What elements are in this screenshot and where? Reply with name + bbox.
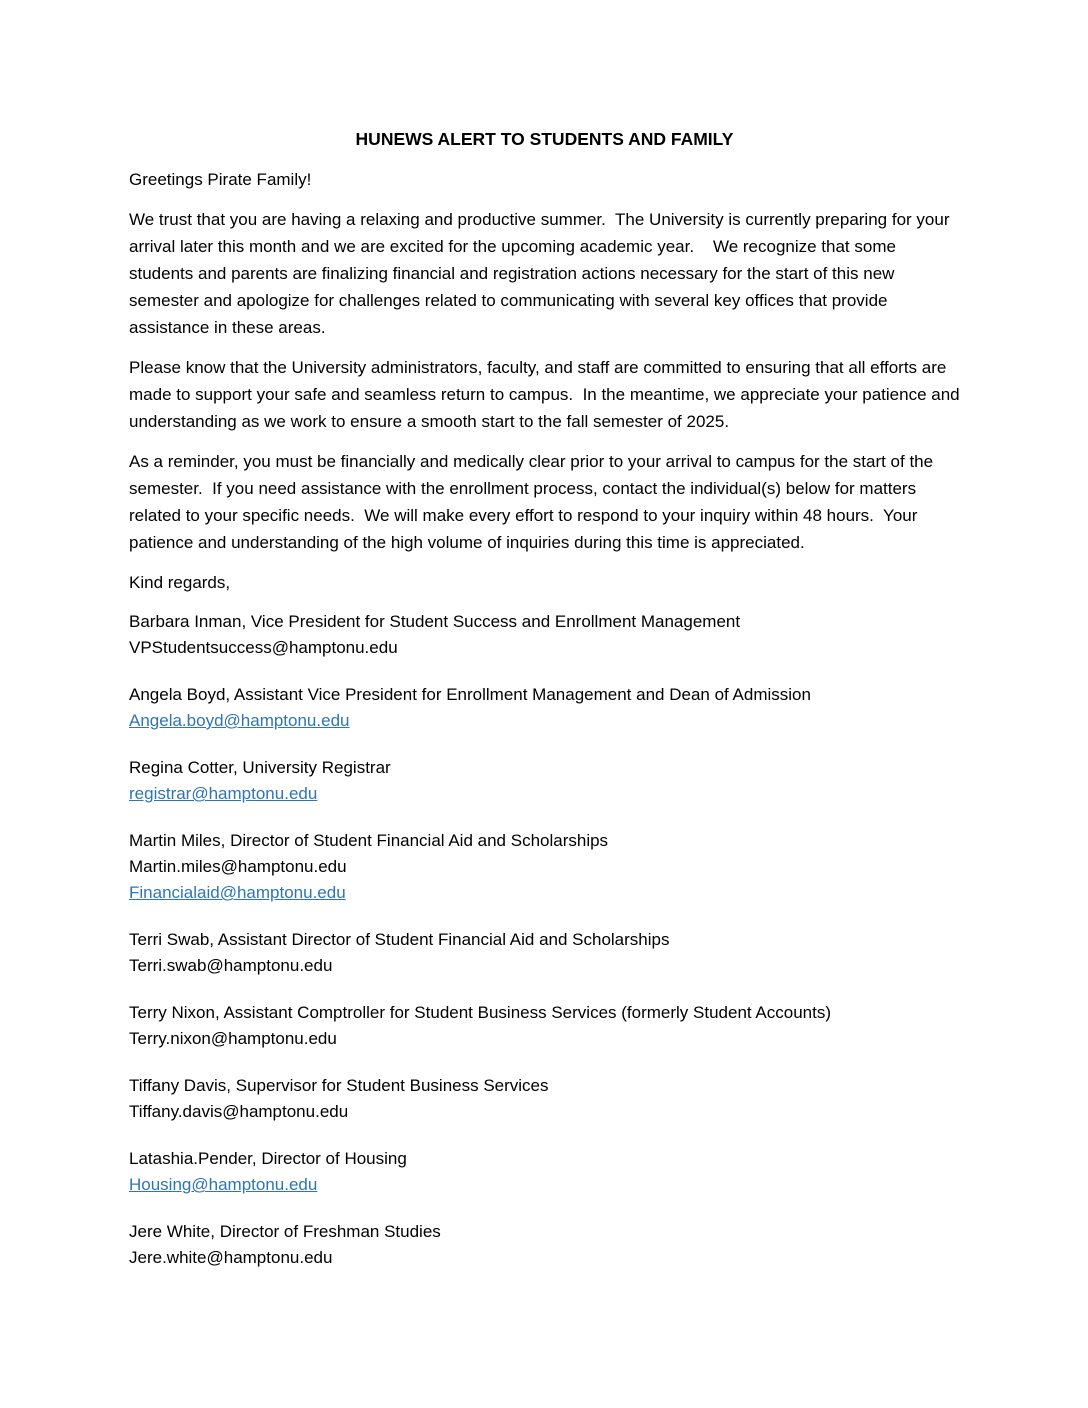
contact-email-line bbox=[129, 635, 960, 661]
contact-email-line bbox=[129, 1026, 960, 1052]
contact-block bbox=[129, 682, 960, 734]
contact-name: Angela Boyd, Assistant Vice President for Enrollment Management and Dean of Admission bbox=[129, 685, 811, 704]
body-paragraphs bbox=[129, 206, 965, 556]
email-text: Martin.miles@hamptonu.edu bbox=[129, 857, 347, 876]
email-text: Jere.white@hamptonu.edu bbox=[129, 1248, 333, 1267]
contact-email-line bbox=[129, 708, 960, 734]
contact-block bbox=[129, 927, 960, 979]
contact-email-line bbox=[129, 1099, 960, 1125]
contact-block bbox=[129, 1000, 960, 1052]
email-link[interactable]: registrar@hamptonu.edu bbox=[129, 784, 318, 803]
email-text: Tiffany.davis@hamptonu.edu bbox=[129, 1102, 349, 1121]
contact-name: Jere White, Director of Freshman Studies bbox=[129, 1222, 441, 1241]
contact-block bbox=[129, 828, 960, 906]
greeting: Greetings Pirate Family! bbox=[129, 170, 312, 189]
contact-list bbox=[129, 609, 960, 1271]
contact-name: Martin Miles, Director of Student Financial Aid and Scholarships bbox=[129, 831, 609, 850]
contact-name: Terri Swab, Assistant Director of Student Financial Aid and Scholarships bbox=[129, 930, 670, 949]
email-link[interactable]: Financialaid@hamptonu.edu bbox=[129, 883, 346, 902]
contact-name: Terry Nixon, Assistant Comptroller for Student Business Services (formerly Student Accounts) bbox=[129, 1003, 831, 1022]
contact-email-line bbox=[129, 953, 960, 979]
body-paragraph: As a reminder, you must be financially and medically clear prior to your arrival to campus for the start of the semester. If you need assistance with the enrollment process, contact the individual(s) below for matters related to your specific needs. We will make every effort to respond to your inquiry within 48 hours. Your patience and understanding of the high volume of inquiries during this time is appreciated. bbox=[129, 452, 938, 552]
email-text: VPStudentsuccess@hamptonu.edu bbox=[129, 638, 398, 657]
contact-block bbox=[129, 1073, 960, 1125]
contact-block bbox=[129, 1219, 960, 1271]
contact-email-line bbox=[129, 781, 960, 807]
contact-name: Barbara Inman, Vice President for Student Success and Enrollment Management bbox=[129, 612, 741, 631]
document-title: HUNEWS ALERT TO STUDENTS AND FAMILY bbox=[355, 129, 734, 149]
closing: Kind regards, bbox=[129, 573, 231, 592]
contact-email-line bbox=[129, 854, 960, 880]
body-paragraph: Please know that the University administrators, faculty, and staff are committed to ensuring that all efforts are made to support your safe and seamless return to campus. In the meantime, we appreciate your patience and understanding as we work to ensure a smooth start to the fall semester of 2025. bbox=[129, 358, 965, 431]
email-text: Terry.nixon@hamptonu.edu bbox=[129, 1029, 337, 1048]
contact-email-line bbox=[129, 1172, 960, 1198]
contact-email-line bbox=[129, 1245, 960, 1271]
contact-email-line bbox=[129, 880, 960, 906]
contact-name: Tiffany Davis, Supervisor for Student Business Services bbox=[129, 1076, 549, 1095]
body-paragraph: We trust that you are having a relaxing and productive summer. The University is currently preparing for your arrival later this month and we are excited for the upcoming academic year. We recognize that some students and parents are finalizing financial and registration actions necessary for the start of this new semester and apologize for challenges related to communicating with several key offices that provide assistance in these areas. bbox=[129, 210, 955, 337]
contact-name: Regina Cotter, University Registrar bbox=[129, 758, 391, 777]
contact-block bbox=[129, 609, 960, 661]
email-link[interactable]: Housing@hamptonu.edu bbox=[129, 1175, 318, 1194]
contact-name: Latashia.Pender, Director of Housing bbox=[129, 1149, 407, 1168]
email-text: Terri.swab@hamptonu.edu bbox=[129, 956, 333, 975]
email-link[interactable]: Angela.boyd@hamptonu.edu bbox=[129, 711, 350, 730]
contact-block bbox=[129, 1146, 960, 1198]
contact-block bbox=[129, 755, 960, 807]
